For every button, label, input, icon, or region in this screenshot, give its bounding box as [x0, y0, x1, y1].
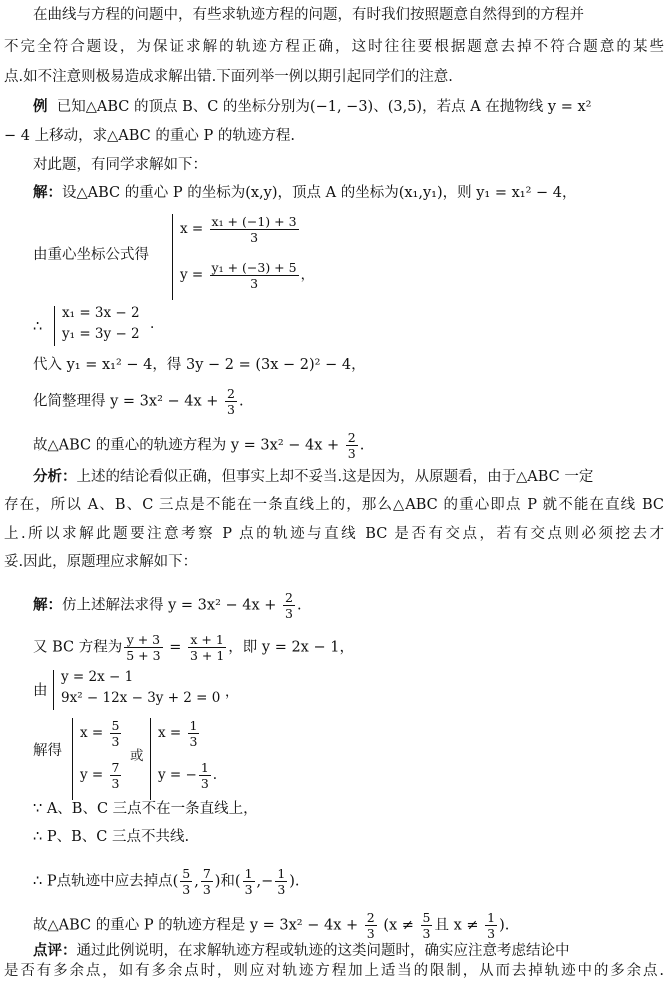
s2y-den: 3: [200, 776, 209, 791]
from-label: 由: [33, 683, 48, 699]
s2x-den: 3: [189, 734, 198, 749]
p1x-den: 3: [182, 882, 191, 897]
centroid-lead: 由重心坐标公式得: [33, 247, 149, 263]
s1y-den: 3: [111, 776, 120, 791]
s1-xeq: x =: [80, 725, 104, 741]
p1x-num: 5: [182, 866, 191, 881]
centroid-system: [172, 212, 342, 302]
sys-eq-2: 9x² − 12x − 3y + 2 = 0: [61, 690, 221, 706]
s1-yeq: y =: [80, 767, 104, 783]
hence-line-1: ∴ P、B、C 三点不共线.: [33, 829, 190, 845]
p1x-fraction: [180, 866, 192, 897]
eq2-num: y₁ + (−3) + 5: [211, 260, 297, 275]
p1y-num: 7: [202, 866, 211, 881]
fc-num: 5: [422, 910, 431, 925]
intro-line-3: 点.如不注意则极易造成求解出错.下面列举一例以期引起同学们的注意.: [4, 69, 453, 85]
simplify-line: [33, 386, 244, 417]
comment-text-1: 通过此例说明，在求解轨迹方程或轨迹的这类问题时，确实应注意考虑结论中: [76, 943, 570, 959]
s2-num: 2: [285, 590, 293, 605]
solved-label: 解得: [33, 743, 62, 759]
y1-eq: y₁ = 3y − 2: [62, 326, 140, 342]
xy1-system: [54, 304, 174, 348]
s1x-den: 3: [111, 734, 120, 749]
bc-end: ，即 y = 2x − 1，: [228, 639, 354, 656]
eq1-fraction: [210, 214, 299, 245]
solution-label: 解：: [33, 184, 62, 201]
conclude-end: .: [359, 437, 365, 454]
s2x-fraction: [188, 718, 200, 749]
conclude-fraction: [346, 430, 358, 461]
simplify-text: 化简整理得 y = 3x² − 4x +: [33, 393, 219, 410]
p2x-fraction: [243, 866, 255, 897]
xy1-period: .: [150, 316, 155, 332]
s1y-num: 7: [111, 760, 120, 775]
s2-xeq: x =: [158, 725, 182, 741]
example-line-2: − 4 上移动，求△ABC 的重心 P 的轨迹方程.: [4, 128, 295, 144]
bc-n2: x + 1: [188, 632, 226, 648]
sys-eq-1: y = 2x − 1: [61, 669, 134, 685]
final-cond-and: 且 x ≠: [434, 917, 479, 934]
therefore-symbol: ∴: [33, 319, 43, 335]
analysis-line-1: [33, 468, 593, 486]
eq2-den: 3: [250, 276, 259, 291]
conclude-line: [33, 430, 364, 461]
comment-line-2: 是否有多余点，如有多余点时，则应对轨迹方程加上适当的限制，从而去掉轨迹中的多余点.: [4, 963, 664, 979]
eq2-fraction: [210, 260, 299, 291]
final-line: [33, 910, 509, 941]
simplify-num: 2: [227, 386, 235, 401]
bc-n1: y + 3: [124, 632, 162, 648]
example-text-1: 已知△ABC 的顶点 B、C 的坐标分别为(−1, −3)、(3,5)，若点 A 在抛物线 y = x²: [56, 99, 592, 115]
intro-line-1: 在曲线与方程的问题中，有些求轨迹方程的问题，有时我们按照题意自然得到的方程并: [33, 7, 584, 23]
solution-1-line-1: [33, 184, 577, 202]
intro-line-2: 不完全符合题设，为保证求解的轨迹方程正确，这时往往要根据题意去掉不符合题意的某些: [4, 39, 664, 55]
s1x-num: 5: [111, 718, 120, 733]
eq1-den: 3: [250, 230, 259, 245]
eq2-lhs: y =: [180, 267, 204, 283]
solution-1-text: 设△ABC 的重心 P 的坐标为(x,y)，顶点 A 的坐标为(x₁,y₁)，则 y₁ = x₁² − 4，: [62, 185, 577, 201]
s2-yeq: y =: [158, 767, 182, 783]
analysis-line-4: 妥.因此，原题理应求解如下：: [4, 554, 198, 570]
final-end: ).: [499, 917, 510, 934]
eq1-num: x₁ + (−1) + 3: [211, 214, 297, 229]
bc-d2: 3 + 1: [189, 648, 225, 663]
comment-label: 点评：: [33, 942, 77, 959]
s2x-num: 1: [189, 718, 198, 733]
solution-2-label: 解：: [33, 596, 62, 614]
final-text: 故△ABC 的重心 P 的轨迹方程是 y = 3x² − 4x +: [33, 917, 359, 934]
final-fraction: [365, 910, 377, 941]
intersection-system: [53, 668, 253, 712]
fc-den: 3: [422, 926, 431, 941]
analysis-line-3: 上.所以求解此题要注意考察 P 点的轨迹与直线 BC 是否有交点，若有交点则必须挖去才: [4, 526, 664, 542]
conclude-text: 故△ABC 的重心的轨迹方程为 y = 3x² − 4x +: [33, 437, 340, 454]
s2-den: 3: [285, 606, 293, 621]
solver-intro: 对此题，有同学求解如下：: [33, 157, 207, 173]
p2y-den: 3: [277, 882, 286, 897]
sys-comma: ，: [225, 684, 239, 700]
final-den: 3: [366, 926, 375, 941]
simplify-fraction: [225, 386, 237, 417]
conclude-num: 2: [347, 430, 356, 445]
final-cond-frac-2: [485, 910, 497, 941]
bc-d1: 5 + 3: [126, 648, 161, 663]
final-cond-frac-1: [421, 910, 433, 941]
s1y-fraction: [110, 760, 122, 791]
bc-line: [33, 632, 354, 663]
analysis-line-2: 存在，所以 A、B、C 三点是不能在一条直线上的，那么△ABC 的重心即点 P 就不能在直线 BC: [4, 497, 664, 513]
x1-eq: x₁ = 3x − 2: [62, 305, 140, 321]
s1x-fraction: [110, 718, 122, 749]
because-line: ∵ A、B、C 三点不在一条直线上，: [33, 801, 258, 817]
solution-2-fraction: [283, 590, 295, 621]
substitute-line: 代入 y₁ = x₁² − 4，得 3y − 2 = (3x − 2)² − 4，: [33, 357, 366, 373]
example-label: 例: [33, 98, 48, 115]
eq2-comma: ，: [300, 267, 315, 283]
bc-fraction-2: [188, 632, 226, 663]
bc-eq: =: [169, 639, 182, 656]
hence2-end: ).: [289, 873, 300, 890]
conclude-den: 3: [347, 446, 356, 461]
solution-2-line-1: [33, 590, 302, 621]
s2y-minus: −: [185, 767, 197, 783]
example-line-1: [33, 98, 591, 116]
comment-line-1: [33, 942, 570, 960]
fe-den: 3: [487, 926, 496, 941]
hence2-mid: )和(: [214, 873, 241, 890]
or-label: 或: [130, 748, 144, 764]
s2y-fraction: [199, 760, 211, 791]
solutions-dot: .: [212, 767, 218, 783]
analysis-text-1: 上述的结论看似正确，但事实上却不妥当.这是因为，从原题看，由于△ABC 一定: [76, 469, 594, 485]
s2-end: .: [296, 597, 302, 614]
solution-2-text: 仿上述解法求得 y = 3x² − 4x +: [62, 597, 277, 614]
final-cond-a: (x ≠: [383, 917, 414, 934]
p2y-fraction: [275, 866, 287, 897]
simplify-den: 3: [227, 402, 235, 417]
hence2-text: ∴ P点轨迹中应去掉点(: [33, 873, 179, 890]
eq1-lhs: x =: [180, 221, 204, 237]
hence-line-2: ∴ P点轨迹中应去掉点( $\frac{5}{3}$ , $\frac{7}{3}$ )和( $\frac{1}{3}$ ,− $\frac{1}{3}$ ).: [33, 866, 300, 897]
final-num: 2: [366, 910, 375, 925]
simplify-end: .: [238, 393, 244, 410]
p2x-den: 3: [244, 882, 253, 897]
bc-fraction-1: [124, 632, 162, 663]
fe-num: 1: [487, 910, 496, 925]
analysis-label: 分析：: [33, 468, 77, 485]
p1y-fraction: [201, 866, 213, 897]
bc-text: 又 BC 方程为: [33, 639, 123, 656]
p2y-num: 1: [277, 866, 286, 881]
p2x-num: 1: [244, 866, 253, 881]
p2y-minus: −: [261, 873, 274, 890]
p1y-den: 3: [202, 882, 211, 897]
s2y-num: 1: [200, 760, 209, 775]
solutions-system: [72, 716, 232, 802]
